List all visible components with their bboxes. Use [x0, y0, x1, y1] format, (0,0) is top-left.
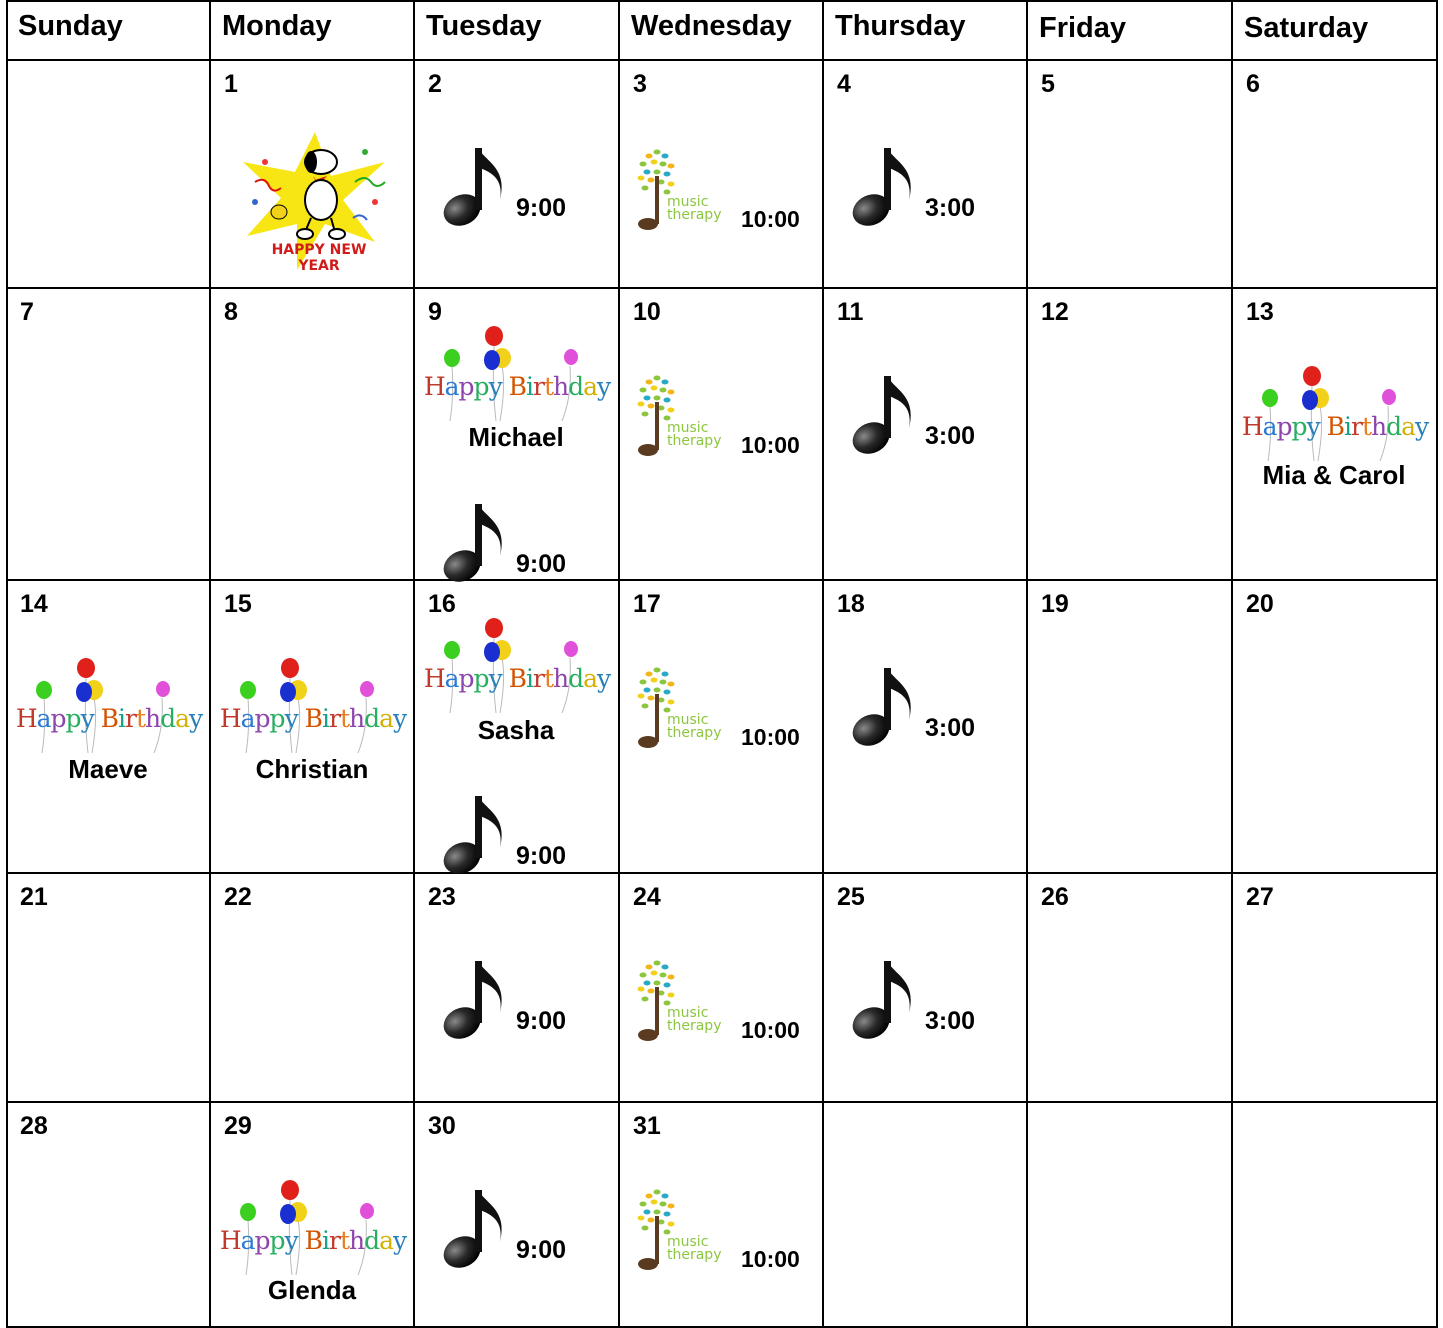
happy-birthday-text: Happy Birthday: [219, 1226, 407, 1255]
music-note-icon: [851, 372, 923, 456]
day-number: 28: [20, 1112, 48, 1140]
weekday-header: Sunday: [18, 10, 123, 42]
music-note-icon: [851, 144, 923, 228]
day-number: 9: [428, 298, 442, 326]
day-number: 25: [837, 883, 865, 911]
day-number: 2: [428, 70, 442, 98]
weekday-header: Friday: [1039, 12, 1127, 44]
day-number: 21: [20, 883, 48, 911]
event-time: 10:00: [741, 724, 800, 750]
happy-birthday-text: Happy Birthday: [15, 704, 203, 733]
event-time: 3:00: [925, 422, 976, 450]
music-note-icon: [851, 957, 923, 1041]
day-number: 1: [224, 70, 238, 98]
day-number: 26: [1041, 883, 1069, 911]
music-therapy-text-1: music: [667, 420, 709, 436]
event-time: 9:00: [516, 842, 567, 870]
happy-birthday-text: Happy Birthday: [219, 704, 407, 733]
music-therapy-text-2: therapy: [667, 433, 722, 449]
day-number: 24: [633, 883, 661, 911]
happy-birthday-balloons: [1240, 366, 1430, 466]
music-therapy-text-2: therapy: [667, 1018, 722, 1034]
happy-birthday-balloons: [218, 658, 408, 758]
music-therapy-logo: [637, 1186, 737, 1272]
birthday-name: Michael: [468, 422, 564, 452]
event-time: 10:00: [741, 1017, 800, 1043]
happy-birthday-text: Happy Birthday: [423, 664, 611, 693]
day-number: 11: [837, 298, 864, 326]
happy-birthday-balloons: [218, 1180, 408, 1280]
music-note-icon: [851, 664, 923, 748]
event-time: 9:00: [516, 194, 567, 222]
music-therapy-logo: [637, 146, 737, 232]
day-number: 3: [633, 70, 647, 98]
calendar: [6, 0, 1438, 1328]
event-time: 10:00: [741, 1246, 800, 1272]
music-therapy-text-2: therapy: [667, 207, 722, 223]
snoopy-happy-new-year: [235, 132, 395, 272]
event-time: 10:00: [741, 432, 800, 458]
day-number: 8: [224, 298, 238, 326]
music-therapy-text-1: music: [667, 1234, 709, 1250]
music-therapy-text-1: music: [667, 712, 709, 728]
day-number: 12: [1041, 298, 1069, 326]
music-note-icon: [442, 500, 514, 584]
birthday-name: Sasha: [477, 715, 555, 745]
happy-birthday-balloons: [422, 618, 612, 718]
weekday-header: Tuesday: [426, 10, 542, 42]
event-time: 3:00: [925, 194, 976, 222]
birthday-name: Maeve: [68, 754, 148, 784]
day-number: 27: [1246, 883, 1274, 911]
day-number: 29: [224, 1112, 252, 1140]
happy-birthday-balloons: [422, 326, 612, 426]
music-therapy-text-2: therapy: [667, 1247, 722, 1263]
day-number: 6: [1246, 70, 1260, 98]
happy-birthday-text: Happy Birthday: [1241, 412, 1429, 441]
event-time: 9:00: [516, 550, 567, 578]
day-number: 14: [20, 590, 48, 618]
event-time: 3:00: [925, 714, 976, 742]
music-therapy-text-1: music: [667, 1005, 709, 1021]
music-note-icon: [442, 1186, 514, 1270]
day-number: 22: [224, 883, 252, 911]
birthday-name: Glenda: [267, 1275, 357, 1305]
happy-birthday-text: Happy Birthday: [423, 372, 611, 401]
music-therapy-logo: [637, 957, 737, 1043]
weekday-header: Saturday: [1244, 12, 1369, 44]
birthday-name: Mia & Carol: [1262, 460, 1406, 490]
weekday-header: Monday: [222, 10, 332, 42]
day-number: 17: [633, 590, 661, 618]
day-number: 18: [837, 590, 865, 618]
day-number: 16: [428, 590, 456, 618]
day-number: 23: [428, 883, 456, 911]
event-time: 3:00: [925, 1007, 976, 1035]
weekday-header: Wednesday: [631, 10, 792, 42]
day-number: 5: [1041, 70, 1055, 98]
music-note-icon: [442, 957, 514, 1041]
happy-birthday-balloons: [14, 658, 204, 758]
music-therapy-text-2: therapy: [667, 725, 722, 741]
day-number: 4: [837, 70, 851, 98]
day-number: 30: [428, 1112, 456, 1140]
weekday-header: Thursday: [835, 10, 966, 42]
music-note-icon: [442, 792, 514, 876]
day-number: 31: [633, 1112, 661, 1140]
day-number: 20: [1246, 590, 1274, 618]
music-therapy-logo: [637, 664, 737, 750]
happy-new-year-text: HAPPY NEW YEAR: [271, 242, 367, 274]
event-time: 9:00: [516, 1236, 567, 1264]
day-number: 15: [224, 590, 252, 618]
music-therapy-text-1: music: [667, 194, 709, 210]
day-number: 13: [1246, 298, 1274, 326]
event-time: 10:00: [741, 206, 800, 232]
day-number: 7: [20, 298, 34, 326]
event-time: 9:00: [516, 1007, 567, 1035]
day-number: 10: [633, 298, 661, 326]
music-note-icon: [442, 144, 514, 228]
birthday-name: Christian: [255, 754, 369, 784]
day-number: 19: [1041, 590, 1069, 618]
music-therapy-logo: [637, 372, 737, 458]
